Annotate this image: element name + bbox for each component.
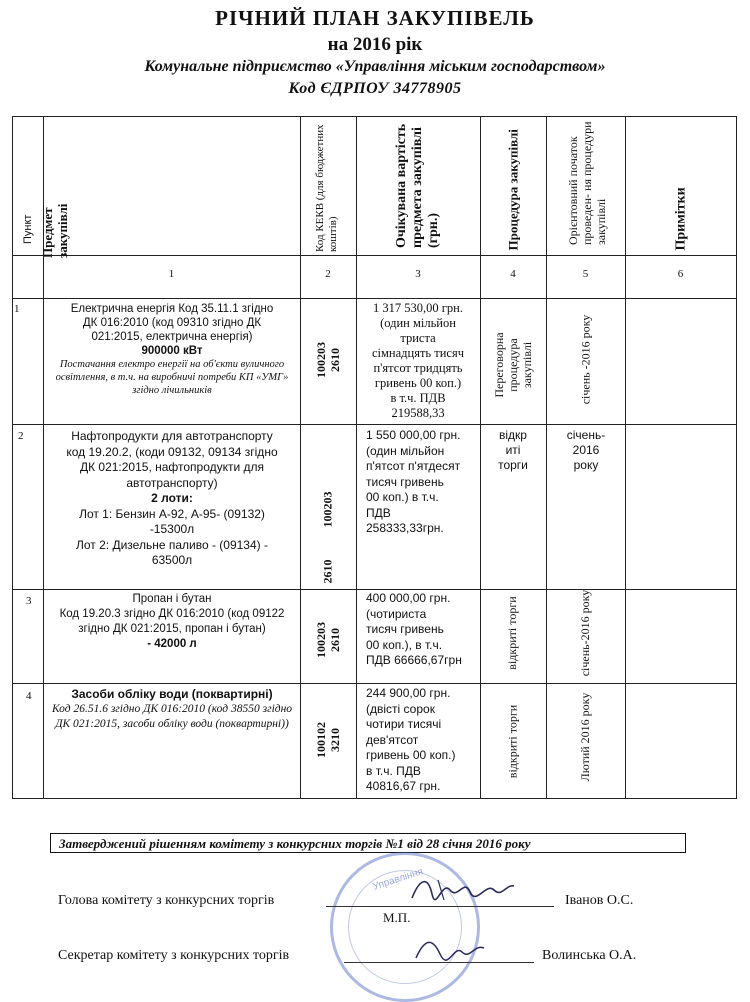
- approval-box: Затверджений рішенням комітету з конкурсних торгів №1 від 28 січня 2016 року: [50, 833, 686, 853]
- head-name: Іванов О.С.: [565, 893, 634, 908]
- row-4-start: Лютий 2016 року: [578, 692, 592, 782]
- col-header-cost: Очікувана вартість предмета закупівлі (грн.): [394, 123, 441, 248]
- row-4-subject-note: Код 26.51.6 згідно ДК 016:2010 (код 38550 згідно ДК 021:2015, засоби обліку води (поквартирні)): [51, 703, 293, 730]
- row-3-procedure: відкриті торги: [505, 596, 519, 670]
- row-1-cost: 1 317 530,00 грн. (один мільйон триста сімнадцять тисяч п'ятсот тридцять гривень 00 коп.) в т.ч. ПДВ 219588,33: [372, 301, 464, 420]
- row-2-cost: 1 550 000,00 грн. (один мільйон п'ятсот п'ятдесят тисяч гривень 00 коп.) в т.ч. ПДВ 258333,33грн.: [366, 428, 461, 535]
- row-2-start: січень- 2016 року: [566, 428, 606, 472]
- row-4-procedure: відкриті торги: [505, 704, 520, 779]
- stamp-text: Управління: [371, 866, 425, 893]
- head-signature-line: [326, 906, 554, 907]
- organization-name: Комунальне підприємство «Управління міським господарством»: [144, 58, 606, 75]
- row-3-cost: 400 000,00 грн. (чотириста тисяч гривень 00 коп.), в т.ч. ПДВ 66666,67грн: [366, 591, 462, 667]
- col-header-punkt: Пункт: [22, 214, 34, 244]
- row-3-subject: Пропан і бутан Код 19.20.3 згідно ДК 016:2010 (код 09122 згідно ДК 021:2015, пропан і бутан) - 42000 л: [59, 593, 285, 650]
- col-header-subject: Предмет закупівлі: [40, 203, 70, 258]
- row-3-start: січень-2016 року: [578, 589, 592, 677]
- row-4-cost: 244 900,00 грн. (двісті сорок чотири тисячі дев'ятсот гривень 00 коп.) в т.ч. ПДВ 40816,67 грн.: [366, 686, 456, 793]
- head-label: Голова комітету з конкурсних торгів: [58, 893, 275, 908]
- col-number-5: 5: [582, 268, 589, 280]
- secretary-label: Секретар комітету з конкурсних торгів: [58, 948, 290, 963]
- col-number-2: 2: [325, 268, 331, 280]
- secretary-signature: [410, 930, 490, 964]
- col-number-6: 6: [677, 268, 684, 280]
- row-4-number: 4: [26, 690, 32, 702]
- row-1-procedure: Переговорна процедура закупівлі: [492, 332, 534, 398]
- edrpou-code: Код ЄДРПОУ 34778905: [288, 80, 462, 97]
- col-number-3: 3: [415, 268, 421, 280]
- row-2-kekv-top: 100203: [320, 491, 335, 528]
- col-header-kekv: Код КЕКВ (для бюджетних коштів): [314, 124, 339, 252]
- row-4-subject: Засоби обліку води (поквартирні) Код 26.51.6 згідно ДК 016:2010 (код 38550 згідно ДК 021:2015, засоби обліку води (поквартирні)): [46, 687, 298, 732]
- row-1-subject: Електрична енергія Код 35.11.1 згідно ДК 016:2010 (код 09310 згідно ДК 021:2015, електрична енергія) 900000 кВт Постачання електро енергії на об'єкти вуличного освітлення, в т.ч. на виробничі потреби КП «УМГ» згідно лічильників: [46, 302, 298, 397]
- col-header-start: Орієнтовний початок проведен- ня процедури закупівлі: [566, 121, 608, 245]
- row-1-subject-note: Постачання електро енергії на об'єкти вуличного освітлення, в т.ч. на виробничі потреби КП «УМГ» згідно лічильників: [55, 359, 289, 396]
- row-2-number: 2: [18, 430, 24, 442]
- row-1-kekv: 100203 2610: [314, 342, 342, 378]
- row-3-number: 3: [26, 595, 32, 607]
- row-2-procedure: відкр иті торги: [498, 428, 528, 472]
- row-1-number: 1: [14, 303, 20, 315]
- document-year: на 2016 рік: [327, 34, 423, 55]
- row-2-kekv-bottom: 2610: [320, 559, 335, 584]
- row-2-subject: Нафтопродукти для автотранспорту код 19.20.2, (коди 09132, 09134 згідно ДК 021:2015, нафтопродукти для автотранспорту) 2 лоти: Лот 1: Бензин А-92, А-95- (09132) -15300л Лот 2: Дизельне паливо - (09134) - 63500л: [66, 429, 278, 567]
- stamp-mp-label: М.П.: [383, 910, 411, 925]
- row-1-start: січень -2016 року: [578, 314, 593, 405]
- col-number-4: 4: [510, 268, 516, 280]
- document-title: РІЧНИЙ ПЛАН ЗАКУПІВЕЛЬ: [215, 6, 535, 30]
- col-header-procedure: Процедура закупівлі: [505, 129, 521, 251]
- secretary-name: Волинська О.А.: [542, 948, 637, 963]
- col-header-notes: Примітки: [673, 187, 689, 251]
- head-signature: [408, 872, 518, 906]
- col-number-1: 1: [168, 268, 175, 280]
- row-3-kekv: 100203 2610: [314, 622, 342, 658]
- row-4-kekv: 100102 3210: [314, 722, 342, 758]
